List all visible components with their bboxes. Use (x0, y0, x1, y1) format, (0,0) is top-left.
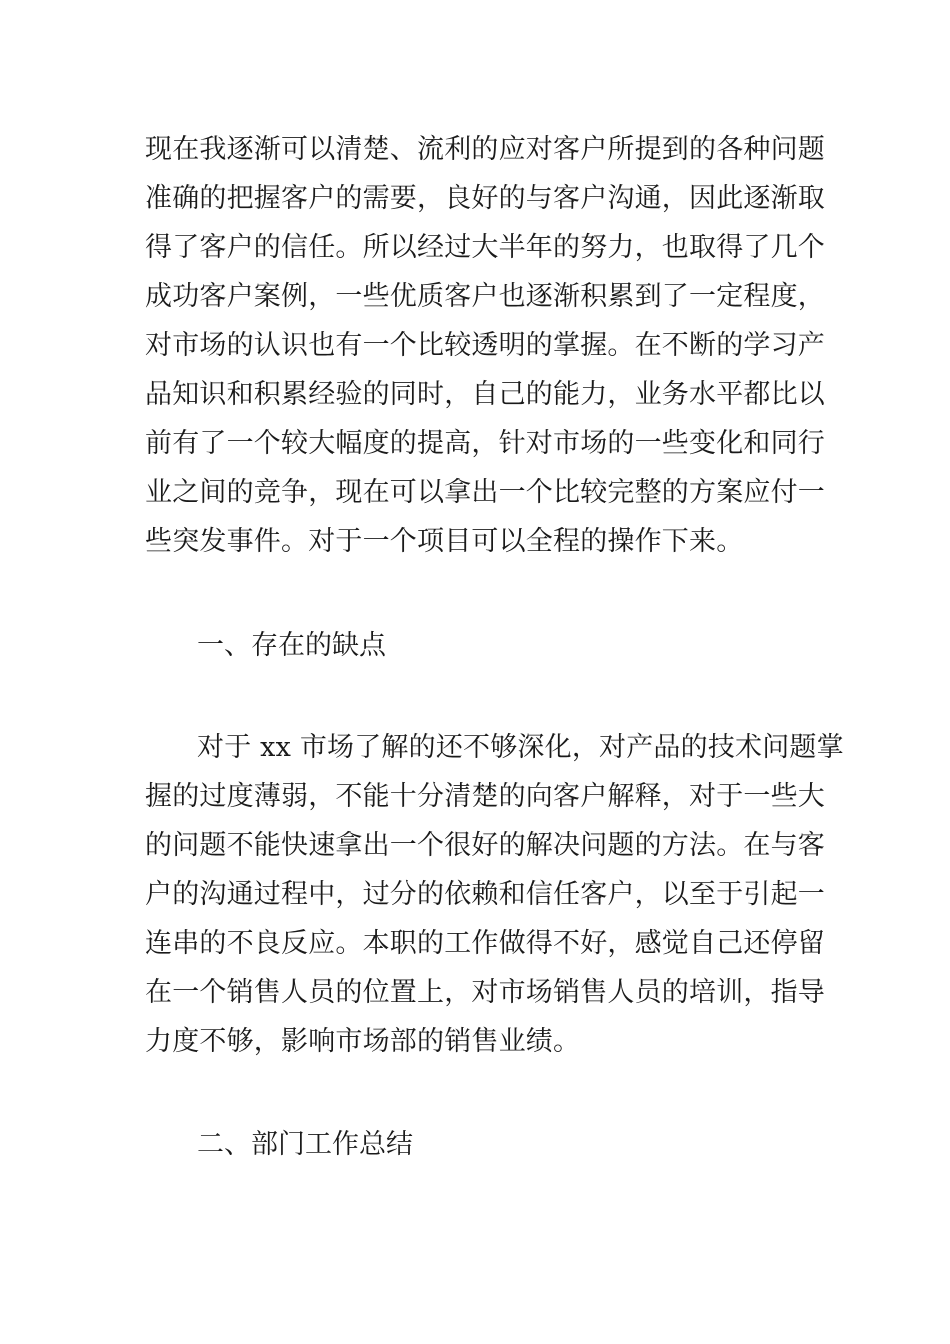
text-line: 握的过度薄弱，不能十分清楚的向客户解释，对于一些大 (145, 781, 825, 812)
text-line: 成功客户案例，一些优质客户也逐渐积累到了一定程度， (145, 281, 825, 312)
text-line: 连串的不良反应。本职的工作做得不好，感觉自己还停留 (145, 928, 825, 959)
text-line: 在一个销售人员的位置上，对市场销售人员的培训，指导 (145, 977, 825, 1008)
text-line: 准确的把握客户的需要，良好的与客户沟通，因此逐渐取 (145, 183, 825, 214)
text-line: 品知识和积累经验的同时，自己的能力，业务水平都比以 (145, 379, 825, 410)
text-line: 的问题不能快速拿出一个很好的解决问题的方法。在与客 (145, 830, 825, 861)
text-line: 户的沟通过程中，过分的依赖和信任客户，以至于引起一 (145, 879, 825, 910)
text-line: 业之间的竞争，现在可以拿出一个比较完整的方案应付一 (145, 477, 825, 508)
text-line: 对于 xx 市场了解的还不够深化，对产品的技术问题掌 (197, 732, 844, 763)
text-line: 得了客户的信任。所以经过大半年的努力，也取得了几个 (145, 232, 825, 263)
text-line: 力度不够，影响市场部的销售业绩。 (145, 1026, 581, 1057)
text-line: 些突发事件。对于一个项目可以全程的操作下来。 (145, 526, 744, 557)
section-heading-shortcomings: 一、存在的缺点 (197, 630, 386, 661)
text-line: 前有了一个较大幅度的提高，针对市场的一些变化和同行 (145, 428, 825, 459)
section-heading-department-summary: 二、部门工作总结 (197, 1129, 413, 1160)
text-line: 现在我逐渐可以清楚、流利的应对客户所提到的各种问题 (145, 134, 825, 165)
text-line: 对市场的认识也有一个比较透明的掌握。在不断的学习产 (145, 330, 825, 361)
